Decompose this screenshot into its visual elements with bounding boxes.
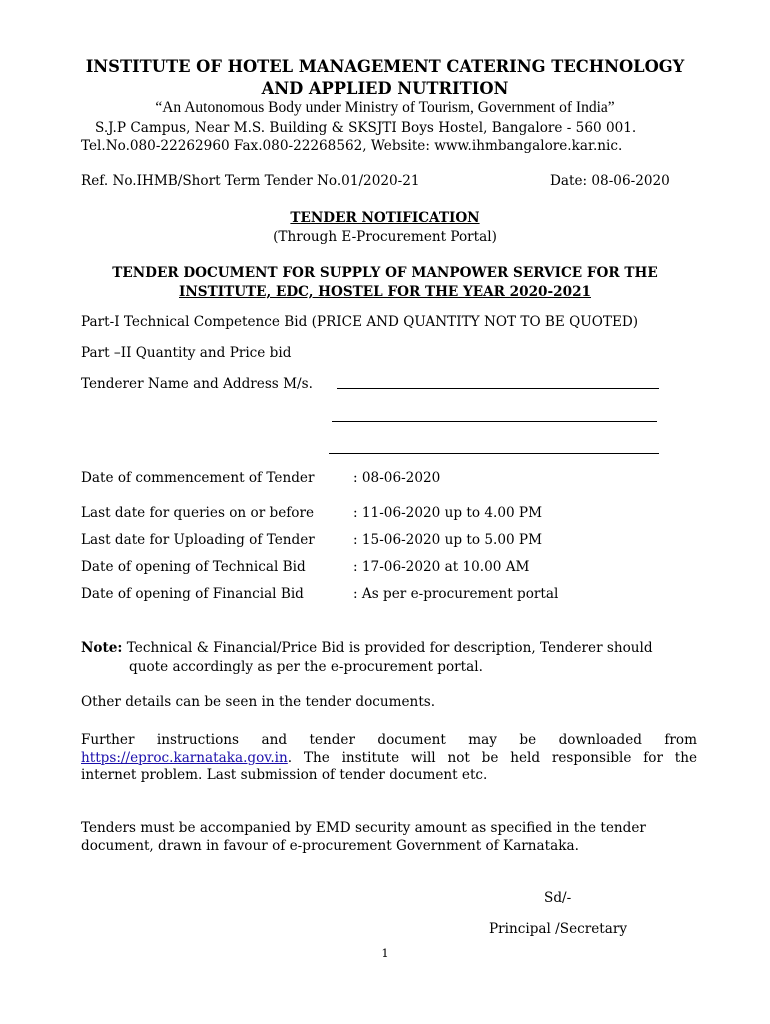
schedule-value: : 15-06-2020 up to 5.00 PM [353, 532, 542, 548]
note-text-line2: quote accordingly as per the e-procurement portal. [129, 659, 483, 675]
institute-address: S.J.P Campus, Near M.S. Building & SKSJTI Boys Hostel, Bangalore - 560 001. [95, 120, 637, 136]
institute-title-line1: INSTITUTE OF HOTEL MANAGEMENT CATERING TECHNOLOGY [85, 57, 685, 76]
eproc-link[interactable]: https://eproc.karnataka.gov.in [81, 750, 288, 766]
further-instructions-line2-rest: . The institute will not be held responsible for the [287, 750, 697, 766]
signature-sd: Sd/- [544, 890, 572, 906]
further-instructions-line2 [81, 749, 697, 767]
institute-title-line2: AND APPLIED NUTRITION [261, 79, 509, 98]
schedule-label: Date of commencement of Tender [81, 470, 315, 486]
emd-text-line1: Tenders must be accompanied by EMD security amount as specified in the tender [81, 820, 646, 836]
further-instructions-line1: Further instructions and tender document may be downloaded from [81, 732, 697, 748]
schedule-value: : As per e-procurement portal [353, 586, 559, 602]
note-line1 [81, 640, 653, 656]
schedule-label: Last date for Uploading of Tender [81, 532, 315, 548]
document-title-line2-text: INSTITUTE, EDC, HOSTEL FOR THE YEAR 2020-2021 [179, 284, 591, 300]
reference-date: Date: 08-06-2020 [550, 173, 670, 189]
page-number: 1 [381, 946, 389, 960]
schedule-label: Date of opening of Financial Bid [81, 586, 304, 602]
tenderer-name-line[interactable] [337, 388, 659, 389]
notification-subheading: (Through E-Procurement Portal) [273, 229, 497, 245]
other-details-text: Other details can be seen in the tender documents. [81, 694, 436, 710]
schedule-label: Last date for queries on or before [81, 505, 315, 521]
signature-designation: Principal /Secretary [489, 921, 628, 937]
note-label: Note: [81, 640, 123, 656]
schedule-value: : 11-06-2020 up to 4.00 PM [353, 505, 542, 521]
part2-text: Part –II Quantity and Price bid [81, 345, 292, 361]
institute-contact: Tel.No.080-22262960 Fax.080-22268562, Website: www.ihmbangalore.kar.nic. [81, 138, 623, 154]
part1-text: Part-I Technical Competence Bid (PRICE AND QUANTITY NOT TO BE QUOTED) [81, 314, 639, 330]
tenderer-address-line-1[interactable] [332, 421, 657, 422]
schedule-value: : 08-06-2020 [353, 470, 441, 486]
note-text-line1: Technical & Financial/Price Bid is provided for description, Tenderer should [126, 640, 653, 656]
document-title-line1: TENDER DOCUMENT FOR SUPPLY OF MANPOWER SERVICE FOR THE [112, 265, 658, 281]
reference-number: Ref. No.IHMB/Short Term Tender No.01/2020-21 [81, 173, 420, 189]
emd-text-line2: document, drawn in favour of e-procurement Government of Karnataka. [81, 838, 579, 854]
further-instructions-line3: internet problem. Last submission of tender document etc. [81, 767, 488, 783]
schedule-label: Date of opening of Technical Bid [81, 559, 306, 575]
schedule-value: : 17-06-2020 at 10.00 AM [353, 559, 530, 575]
notification-heading: TENDER NOTIFICATION [290, 210, 480, 226]
document-title-line2 [0, 284, 770, 300]
tenderer-address-line-2[interactable] [329, 453, 659, 454]
institute-subtitle: “An Autonomous Body under Ministry of Tourism, Government of India” [155, 99, 615, 116]
tenderer-label: Tenderer Name and Address M/s. [81, 376, 313, 392]
